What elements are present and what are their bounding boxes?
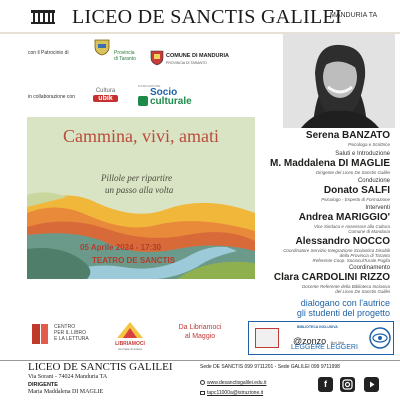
partner-tagline: LEGGERE LEGGERI: [291, 344, 358, 351]
libriamoci-maggio-text: Da Libriamoci al Maggio: [178, 324, 222, 340]
ubik-badge: ubik: [93, 95, 118, 102]
footer-website[interactable]: www.desanctisgalilei.edu.it: [207, 380, 267, 386]
centro-line2: PER IL LIBRO: [54, 330, 87, 336]
footer-school-name: LICEO DE SANCTIS GALILEI: [28, 361, 173, 373]
intervention1-role: Vice Sindaco e Assessore alla Cultura: [313, 224, 390, 229]
socio-culturale-logo: FONDAZIONE Socio culturale: [138, 84, 192, 107]
speaker-name: Serena BANZATO: [305, 130, 390, 141]
globe-icon: [200, 380, 205, 385]
school-name: LICEO DE SANCTIS GALILEI: [72, 6, 342, 28]
greetings-role: Dirigente del Liceo De Sanctis Galilei: [315, 170, 390, 175]
greetings-name: M. Maddalena DI MAGLIE: [269, 158, 390, 169]
instagram-icon[interactable]: [340, 377, 355, 392]
intervention2-role-line3: Referente Coop. SocioculTurale Puglia: [312, 258, 390, 263]
accessibility-eye-icon: [369, 327, 391, 349]
libriamoci-logo: [110, 320, 150, 354]
moderator-name: Donato SALFI: [323, 185, 390, 196]
patronage-label: con il Patrocinio di: [28, 50, 69, 56]
moderator-role: Psicologo - Esperto di Formazione: [321, 197, 390, 202]
footer-address: Via Sorani - 74024 Manduria TA: [28, 374, 108, 380]
moderator-label: Conduzione: [357, 178, 390, 184]
province-emblem-icon: [92, 38, 112, 56]
partner-small: BIBLIOTECA INCLUSIVA: [297, 325, 338, 329]
event-date: 05 Aprile 2024 - 17:30: [80, 243, 162, 252]
socio-culturale-mark-icon: [138, 96, 148, 106]
coordination-role: Docente Referente della Biblioteca Inclusiva: [301, 284, 390, 289]
intervention1-name: Andrea MARIGGIO': [298, 212, 390, 223]
province-label: Provincia di Taranto: [114, 50, 136, 62]
comune-emblem-icon: [150, 50, 164, 66]
coordination-name: Clara CARDOLINI RIZZO: [273, 272, 390, 283]
intervention2-role-line2: della Provincia di Taranto: [339, 253, 390, 258]
centro-libro-mark-icon: [30, 322, 50, 346]
intervention2-name: Alessandro NOCCO: [295, 236, 390, 247]
youtube-icon[interactable]: [364, 377, 379, 392]
dialogue-line1: dialogano con l'autrice: [300, 298, 390, 308]
collaboration-label: in collaborazione con: [28, 94, 75, 100]
leggere-leggeri-partner-box: [248, 321, 394, 355]
footer-email[interactable]: tapc11000a@istruzione.it: [207, 390, 264, 396]
centro-line1: CENTRO: [54, 324, 76, 330]
speaker-photo: [283, 33, 395, 128]
comune-sublabel: PROVINCIA DI TARANTO: [166, 61, 207, 65]
speaker-role: Psicologa e Scrittrice: [347, 142, 390, 147]
coordination-role-line2: del Liceo De Sanctis Galilei: [335, 289, 390, 294]
cultura-ubik-logo: [93, 88, 118, 108]
partner-suffix: libri libri: [330, 340, 345, 345]
poster-subtitle-line2: un passo alla volta: [105, 185, 174, 195]
cultura-label: Cultura: [95, 88, 116, 94]
poster-subtitle-line1: Pillole per ripartire: [101, 173, 173, 183]
centro-line3: E LA LETTURA: [54, 336, 89, 342]
mail-icon: [200, 391, 205, 395]
speaker-portrait-image: [283, 33, 395, 128]
libriamoci-sub: Giornate di lettura: [118, 347, 142, 351]
centro-libro-logo: [30, 322, 105, 352]
header: [0, 0, 400, 34]
intervention1-role-line2: Comune di Manduria: [348, 229, 390, 234]
intervention2-role: Coordinatore Servizio Integrazione Scolastica Disabili: [283, 248, 390, 253]
footer-director: Maria Maddalena DI MAGLIE: [28, 389, 104, 395]
dialogue-line2: gli studenti del progetto: [296, 308, 390, 318]
event-venue: TEATRO DE SANCTIS: [92, 256, 175, 265]
greetings-label: Saluti e Introduzione: [335, 151, 390, 157]
libriamoci-name: LIBRIAMOCI: [115, 341, 145, 347]
footer-phone-sedi: Sede DE SANCTIS 099 9711201 - Sede GALILEI 099 9711998: [200, 364, 340, 370]
poster-title: Cammina, vivi, amati: [63, 126, 219, 146]
footer-role-label: DIRIGENTE: [28, 382, 58, 388]
facebook-icon[interactable]: f: [318, 377, 333, 392]
comune-label: COMUNE DI MANDURIA: [166, 53, 229, 59]
libriamoci-mark-icon: [115, 320, 145, 340]
school-city: MANDURIA TA: [330, 12, 378, 19]
interventions-label: Interventi: [365, 205, 390, 211]
partner-brand: @zonzo: [293, 336, 327, 346]
partner-badge-icon: [255, 328, 279, 348]
event-poster: [27, 117, 255, 279]
school-temple-logo-icon: [30, 9, 56, 25]
coordination-label: Coordinamento: [348, 265, 390, 271]
